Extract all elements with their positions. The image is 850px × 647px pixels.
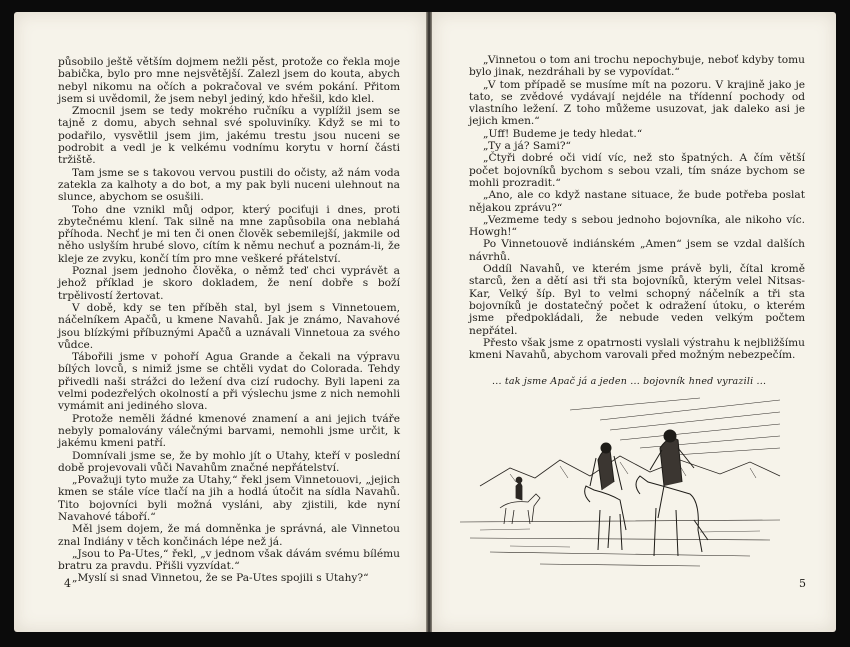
paragraph: „Vezmeme tedy s sebou jednoho bojovníka, ale nikoho víc. Howgh!“: [469, 213, 805, 239]
paragraph: Zmocnil jsem se tedy mokrého ručníku a vyplížil jsem se tajně z domu, abych sehnal své spoluviníky. Když se mi to podařilo, vysvětlil jsem jim, jakému trestu jsou nuceni se podrobit a vedl je k velkému vodnímu korytu v horní části tržiště.: [58, 105, 400, 167]
paragraph: „Ty a já? Sami?“: [483, 140, 571, 153]
paragraph: „V tom případě se musíme mít na pozoru. V krajině jako je tato, se zvědové vydávají nejdéle na třídenní pochody od vlastního ležení. Z toho můžeme usuzovat, jak daleko asi je jejich kmen.“: [469, 78, 805, 128]
paragraph: „Ano, ale co když nastane situace, že bude potřeba poslat nějakou zprávu?“: [469, 189, 805, 214]
paragraph: Po Vinnetouově indiánském „Amen“ jsem se vzdal dalších návrhů.: [469, 238, 805, 263]
right-page: [432, 12, 836, 632]
paragraph: Přesto však jsme z opatrnosti vyslali výstrahu k nejbližšímu kmeni Navahů, abychom varovali před možným nebezpečím.: [469, 336, 805, 362]
middle-rider: [585, 443, 626, 550]
distant-rider: [500, 477, 540, 524]
illustration-caption: ... tak jsme Apač já a jeden ... bojovník hned vyrazili ...: [492, 376, 767, 387]
page-number-left: 4: [64, 577, 71, 590]
riders-illustration: [450, 390, 790, 570]
paragraph: působilo ještě větším dojmem nežli pěst, protože co řekla moje babička, bylo pro mne nejsvětější. Zalezl jsem do kouta, abych nebyl nikomu na očích a pokračoval ve svém pokání. Přitom jsem si uvědomil, že jsem nebyl jediný, kdo hřešil, kdo klel.: [58, 56, 400, 105]
paragraph: Domnívali jsme se, že by mohlo jít o Utahy, kteří v poslední době projevovali vůči Navahům značné nepřátelství.: [58, 449, 400, 474]
left-page: [14, 12, 426, 632]
front-rider: [636, 430, 708, 556]
paragraph: „Čtyři dobré oči vidí víc, než sto špatných. A čím větší počet bojovníků bychom s sebou vzali, tím snáze bychom se mohli prozradit.“: [469, 152, 805, 189]
paragraph: Toho dne vznikl můj odpor, který pociťuji i dnes, proti zbytečnému klení. Tak silně na mne zapůsobila ona neblahá příhoda. Nechť je mi ten či onen člověk sebemilejší, jakmile od něho uslyším hrubé slovo, cítím k němu nechuť a poznám-li, že kleje ze zvyku, končí tím pro mne veškeré přátelství.: [58, 203, 400, 265]
ground-lines: [460, 520, 780, 566]
paragraph: Poznal jsem jednoho člověka, o němž teď chci vyprávět a jehož příklad je skoro dokladem, že není dobře s boží trpělivostí žertovat.: [58, 265, 400, 302]
paragraph: Protože neměli žádné kmenové znamení a ani jejich tváře nebyly pomalovány válečnými barvami, nemohli jsme určit, k jakému kmeni patří.: [58, 412, 400, 450]
paragraph: „Uff! Budeme je tedy hledat.“: [483, 127, 643, 140]
right-page-text: [469, 54, 805, 361]
paragraph: Tam jsme se s takovou vervou pustili do očisty, až nám voda zatekla za kalhoty a do bot, a my pak byli nuceni ulehnout na slunce, abychom se osušili.: [58, 166, 400, 204]
paragraph: „Vinnetou o tom ani trochu nepochybuje, neboť kdyby tomu bylo jinak, nezdráhali by se vypovídat.“: [469, 54, 805, 79]
left-page-text: [58, 56, 400, 585]
paragraph: Tábořili jsme v pohoří Agua Grande a čekali na výpravu bílých lovců, s nimiž jsme se chtěli vydat do Colorada. Tehdy přivedli naši strážci do ležení dva cizí rudochy. Byli lapeni za velmi podezřelých okolností a při výslechu jsme z nich nemohli vymámit ani jediného slova.: [58, 351, 400, 413]
paragraph: „Myslí si snad Vinnetou, že se Pa-Utes spojili s Utahy?“: [72, 572, 369, 585]
page-number-right: 5: [799, 577, 806, 590]
paragraph: Oddíl Navahů, ve kterém jsme právě byli, čítal kromě starců, žen a dětí asi tři sta bojovníků, kterým velel Nitsas-Kar, Velký šíp. Byl to velmi schopný náčelník a tři sta bojovníků je dostatečný počet k odražení útoku, o kterém jsme předpokládali, že nebude veden velkým počtem nepřátel.: [469, 263, 805, 337]
paragraph: „Jsou to Pa-Utes,“ řekl, „v jednom však dávám svému bílému bratru za pravdu. Přišli vyzvídat.“: [58, 547, 400, 573]
paragraph: Měl jsem dojem, že má domněnka je správná, ale Vinnetou znal Indiány v těch končinách lépe než já.: [58, 523, 400, 548]
mountain-range: [480, 456, 780, 486]
paragraph: V době, kdy se ten příběh stal, byl jsem s Vinnetouem, náčelníkem Apačů, u kmene Navahů. Jak je známo, Navahové jsou blízkými příbuznými Apačů a uznávali Vinnetoua za svého vůdce.: [58, 301, 400, 351]
paragraph: „Považuji tyto muže za Utahy,“ řekl jsem Vinnetouovi, „jejich kmen se stále více tlačí na jih a hodlá útočit na sídla Navahů. Tito bojovníci byli možná vysláni, aby zjistili, kde nyní Navahové táboří.“: [58, 474, 400, 523]
